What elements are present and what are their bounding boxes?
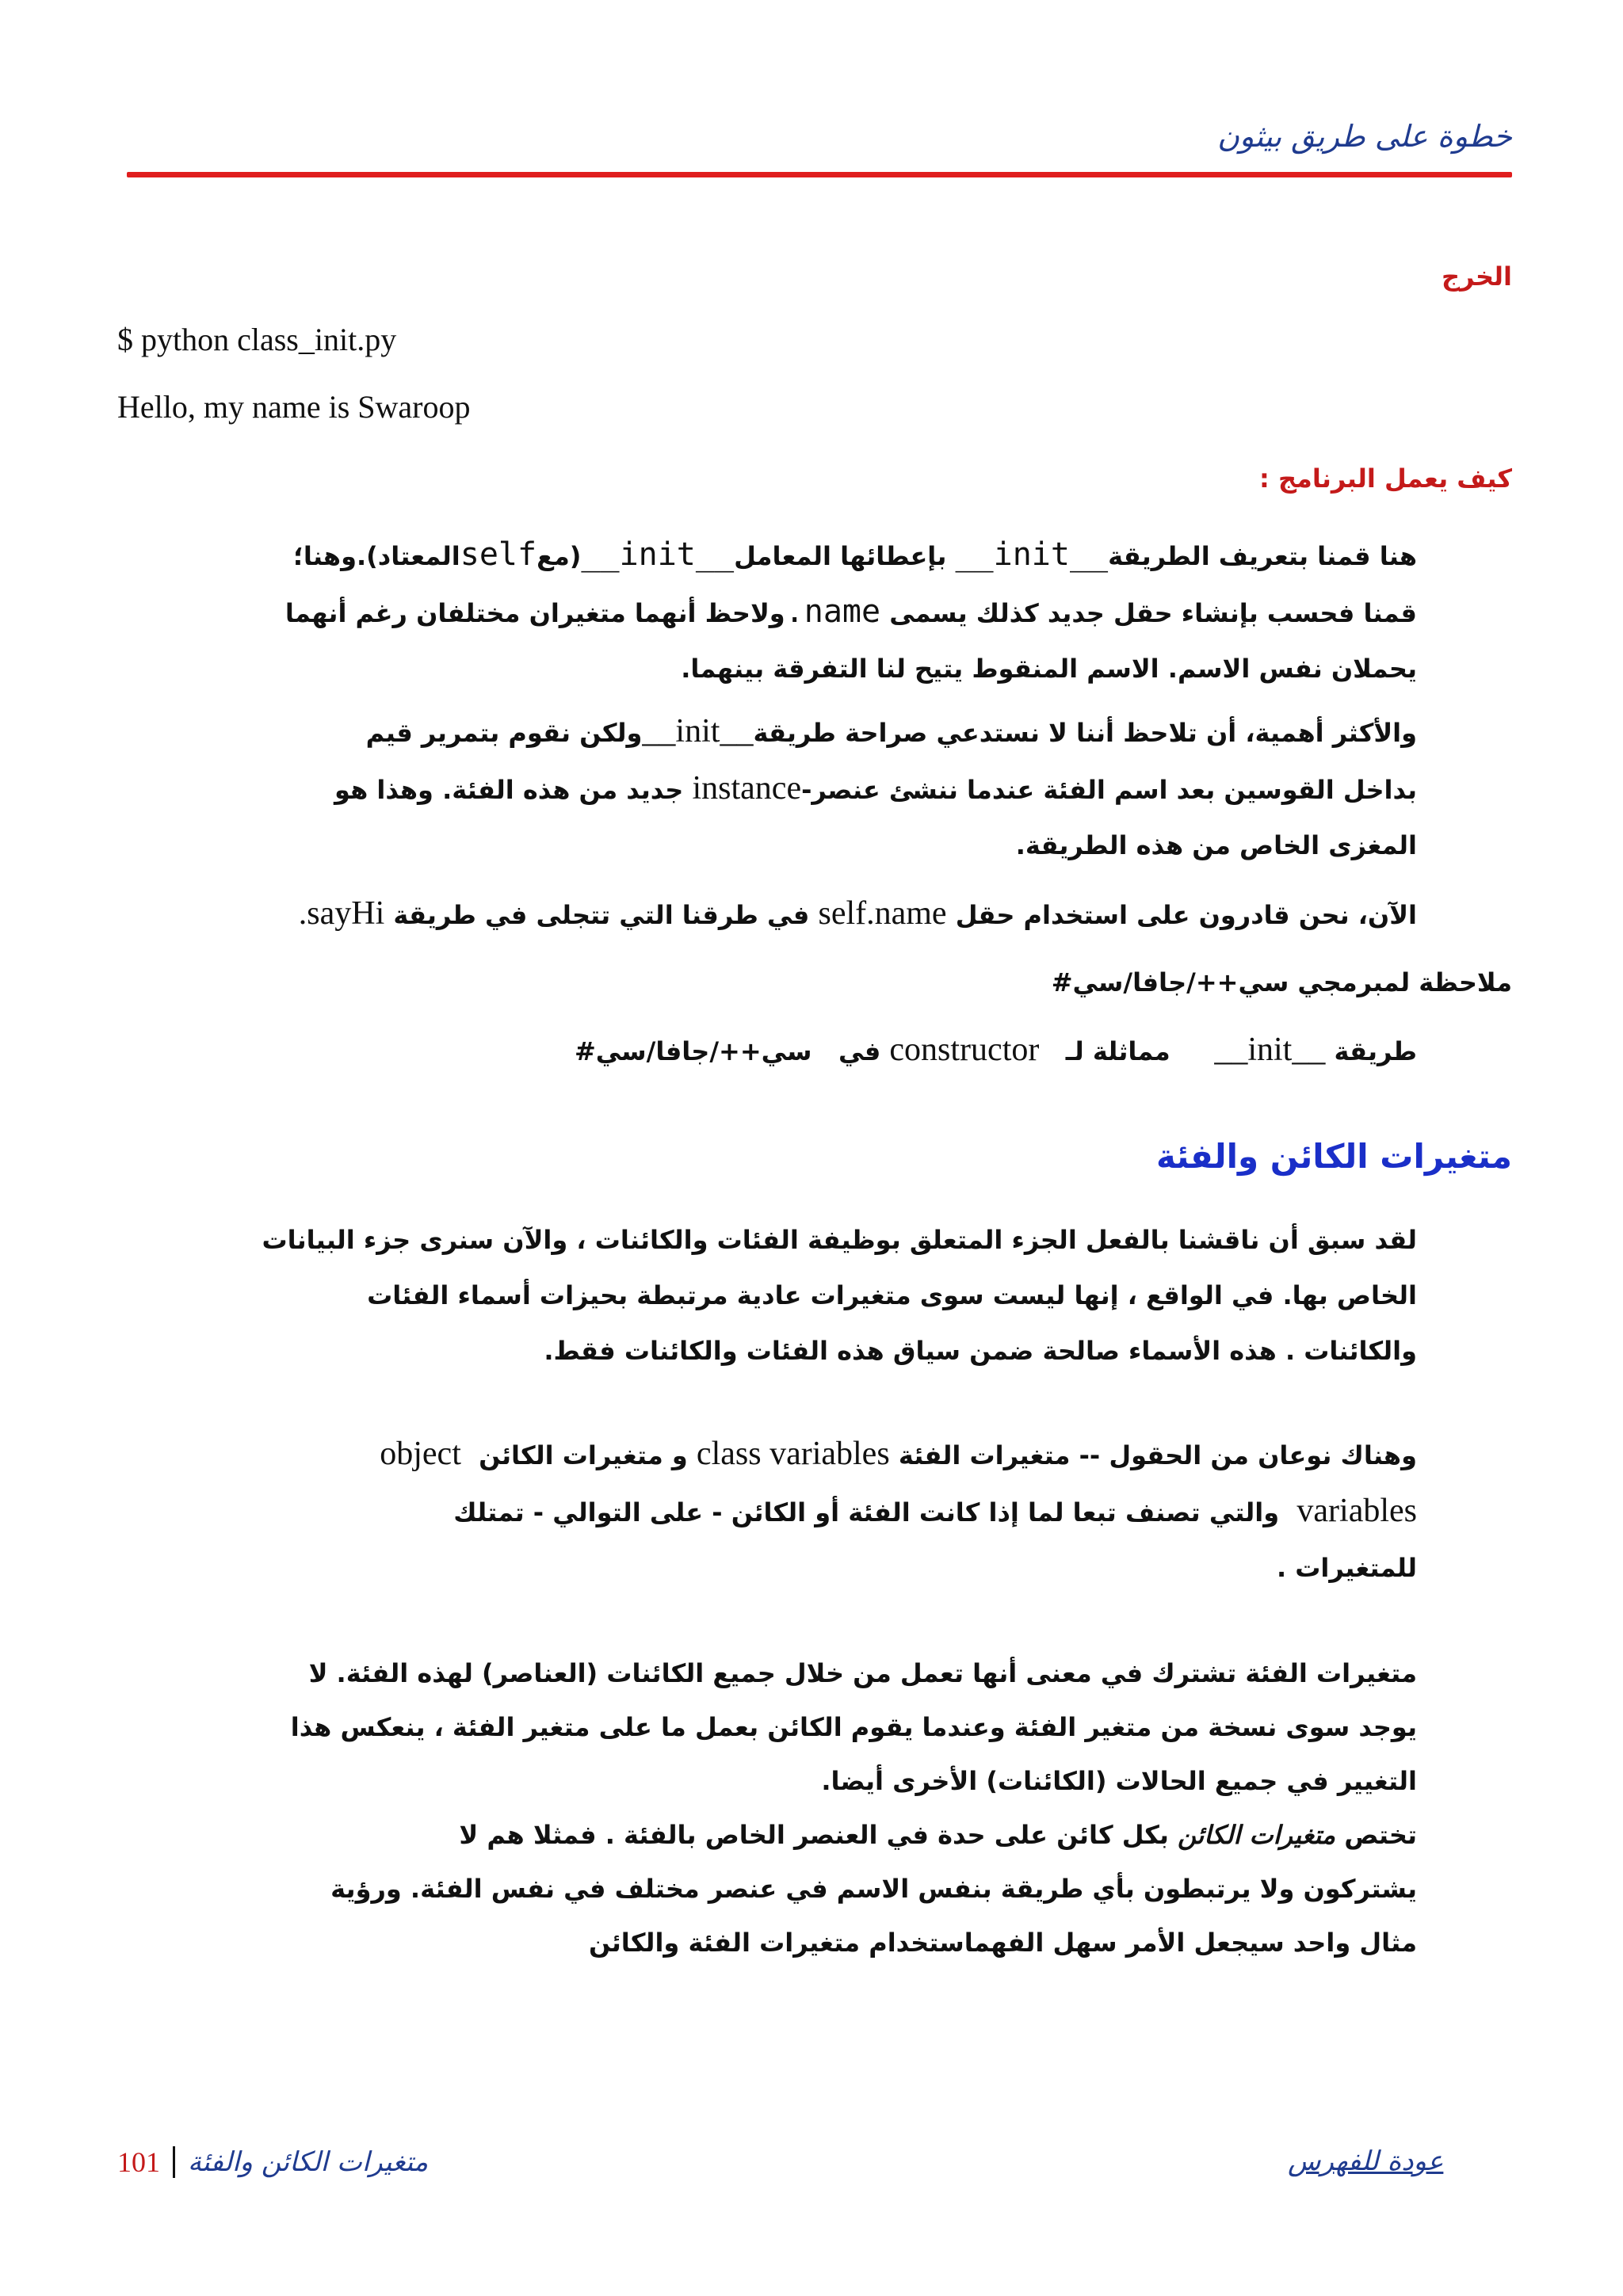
output-heading: الخرج (1441, 261, 1512, 292)
paragraph-6-line-1: متغيرات الفئة تشترك في معنى أنها تعمل من خلال جميع الكائنات (العناصر) لهذه الفئة. لا (308, 1658, 1417, 1688)
paragraph-6-line-3: التغيير في جميع الحالات (الكائنات) الأخرى أيضا. (821, 1766, 1417, 1796)
page-number: 101 (117, 2146, 160, 2178)
code-line-command: $ python class_init.py (117, 322, 397, 357)
paragraph-1 (117, 527, 1417, 696)
footer-page-info (117, 2145, 428, 2179)
header-divider (127, 172, 1512, 177)
paragraph-6-line-4: تختص متغيرات الكائن بكل كائن على حدة في العنصر الخاص بالفئة . فمثلا هم لا (459, 1820, 1417, 1850)
paragraph-2 (117, 704, 1417, 873)
paragraph-6-line-5: يشتركون ولا يرتبطون بأي طريقة بنفس الاسم في عنصر مختلف في نفس الفئة. ورؤية (330, 1874, 1417, 1904)
paragraph-6-line-6: مثال واحد سيجعل الأمر سهل الفهماستخدام متغيرات الفئة والكائن (588, 1928, 1417, 1958)
paragraph-4 (101, 1212, 1417, 1379)
paragraph-4-line-1: لقد سبق أن ناقشنا بالفعل الجزء المتعلق بوظيفة الفئات والكائنات ، والآن سنرى جزء البيانات (262, 1225, 1417, 1255)
paragraph-2-line-2: بداخل القوسين بعد اسم الفئة عندما ننشئ عنصر-instance جديد من هذه الفئة. وهذا هو (334, 770, 1417, 807)
paragraph-5-line-3: للمتغيرات . (1276, 1553, 1417, 1583)
note-line-1: ملاحظة لمبرمجي سي++/جافا/سي# (1051, 967, 1512, 997)
header-title: خطوة على طريق بيثون (1217, 119, 1512, 154)
back-to-index-link[interactable]: عودة للفهرس (1288, 2145, 1444, 2177)
paragraph-2-line-1: والأكثر أهمية، أن تلاحظ أننا لا نستدعي صراحة طريقة__init__ولكن نقوم بتمرير قيم (365, 713, 1417, 749)
paragraph-3: الآن، نحن قادرون على استخدام حقل self.name في طرقنا التي تتجلى في طريقة sayHi. (298, 895, 1417, 932)
paragraph-5-line-2: variables والتي تصنف تبعا لما إذا كانت الفئة أو الكائن - على التوالي - تمتلك (453, 1493, 1417, 1529)
footer-separator (173, 2146, 175, 2178)
section-heading: متغيرات الكائن والفئة (1155, 1137, 1512, 1176)
paragraph-2-line-3: المغزى الخاص من هذه الطريقة. (1015, 830, 1417, 860)
paragraph-6 (101, 1646, 1417, 1970)
paragraph-1-line-2: قمنا فحسب بإنشاء حقل جديد كذلك يسمى name.ولاحظ أنهما متغيران مختلفان رغم أنهما (285, 593, 1417, 630)
paragraph-6-line-2: يوجد سوى نسخة من متغير الفئة وعندما يقوم الكائن بعمل ما على متغير الفئة ، ينعكس هذا (290, 1712, 1417, 1742)
code-line-output: Hello, my name is Swaroop (117, 389, 471, 425)
how-it-works-heading: كيف يعمل البرنامج : (1259, 463, 1512, 494)
paragraph-4-line-3: والكائنات . هذه الأسماء صالحة ضمن سياق هذه الفئات والكائنات فقط. (544, 1336, 1417, 1366)
paragraph-5-line-1: وهناك نوعان من الحقول -- متغيرات الفئة class variables و متغيرات الكائن object (380, 1436, 1417, 1472)
paragraph-4-line-2: الخاص بها. في الواقع ، إنها ليست سوى متغيرات عادية مرتبطة بحيزات أسماء الفئات (367, 1280, 1417, 1310)
paragraph-1-line-3: يحملان نفس الاسم. الاسم المنقوط يتيح لنا التفرقة بينهما. (681, 654, 1417, 684)
note-line-2: طريقة __init__ مماثلة لـ constructor في سي++/جافا/سي# (574, 1032, 1417, 1068)
paragraph-1-line-1: هنا قمنا بتعريف الطريقة__init__ بإعطائها المعامل__init__(معselfالمعتاد).وهنا؛ (293, 536, 1417, 573)
paragraph-5 (54, 1426, 1417, 1596)
footer-section-title: متغيرات الكائن والفئة (188, 2146, 429, 2178)
